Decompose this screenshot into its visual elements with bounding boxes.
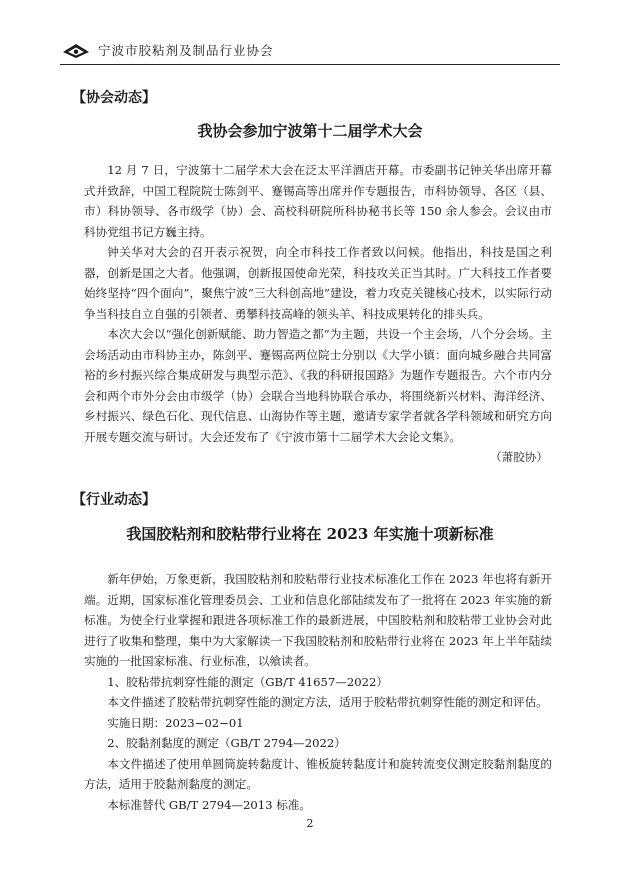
standard-item-description: 本文件描述了使用单圆筒旋转黏度计、锥板旋转黏度计和旋转流变仪测定胶黏剂黏度的方法，适用于胶黏剂黏度的测定。 [84,756,552,791]
article-signature: （萧胶协） [490,450,548,464]
paragraph: 本次大会以“强化创新赋能、助力智造之都”为主题，共设一个主会场，八个分会场。主会场活动由市科协主办，陈剑平、蹇锡高两位院士分别以《大学小镇：面向城乡融合共同富裕的乡村振兴综合集成研发与典型示范》、《我的科研报国路》为题作专题报告。六个市内分会和两个市外分会由市级学（协）会联合当地科协联合承办，将围绕新兴材料、海洋经济、乡村振兴、绿色石化、现代信息、山海协作等主题，邀请专家学者就各学科领域和研究方向开展专题交流与研讨。大会还发布了《宁波市第十二届学术大会论文集》。 [84,327,552,444]
section-label-association-news: 【协会动态】 [72,90,156,106]
standard-item-title: 2、胶黏剂黏度的测定（GB/T 2794—2022） [107,736,346,750]
header-divider [60,64,560,65]
org-name: 宁波市胶粘剂及制品行业协会 [98,43,274,58]
standard-item-description: 本文件描述了胶粘带抗刺穿性能的测定方法，适用于胶粘带抗刺穿性能的测定和评估。 [107,695,548,709]
page-header [60,40,560,62]
paragraph: 钟关华对大会的召开表示祝贺，向全市科技工作者致以问候。他指出，科技是国之利器，创新是国之大者。他强调，创新报国使命光荣，科技攻关正当其时。广大科技工作者要始终坚持“四个面向”，聚焦宁波“三大科创高地”建设，着力攻克关键核心技术，以实际行动争当科技自立自强的引领者、勇攀科技高峰的领头羊、科技成果转化的排头兵。 [84,245,552,321]
association-logo-icon [62,43,90,59]
section-label-industry-news: 【行业动态】 [72,492,156,508]
article-body-new-standards [84,569,552,815]
article-title-new-standards: 我国胶粘剂和胶粘带行业将在 2023 年实施十项新标准 [126,525,494,543]
standard-item-title: 1、胶粘带抗刺穿性能的测定（GB/T 41657—2022） [107,674,388,689]
article-body-academic-conference [84,160,552,468]
article-title-academic-conference: 我协会参加宁波第十二届学术大会 [197,122,423,140]
page-number: 2 [306,817,314,830]
standard-item-date: 实施日期：2023−02−01 [107,715,244,730]
paragraph: 新年伊始，万象更新，我国胶粘剂和胶粘带行业技术标准化工作在 2023 年也将有新开端。近期，国家标准化管理委员会、工业和信息化部陆续发布了一批将在 2023 年实施的新标准。为使全行业掌握和跟进各项标准工作的最新进展，中国胶粘剂和胶粘带工业协会对此进行了收集和整理，集中为大家解读一下我国胶粘剂和胶粘带行业将在 2023 年上半年陆续实施的一批国家标准、行业标准，以飨读者。 [84,572,552,668]
standard-item-replacement: 本标准替代 GB/T 2794—2013 标准。 [107,797,312,812]
paragraph: 12 月 7 日，宁波第十二届学术大会在泛太平洋酒店开幕。市委副书记钟关华出席开幕式并致辞，中国工程院院士陈剑平、蹇锡高等出席并作专题报告，市科协领导、各区（县、市）科协领导、各市级学（协）会、高校科研院所科协秘书长等 150 余人参会。会议由市科协党组书记方巍主持。 [84,163,552,239]
